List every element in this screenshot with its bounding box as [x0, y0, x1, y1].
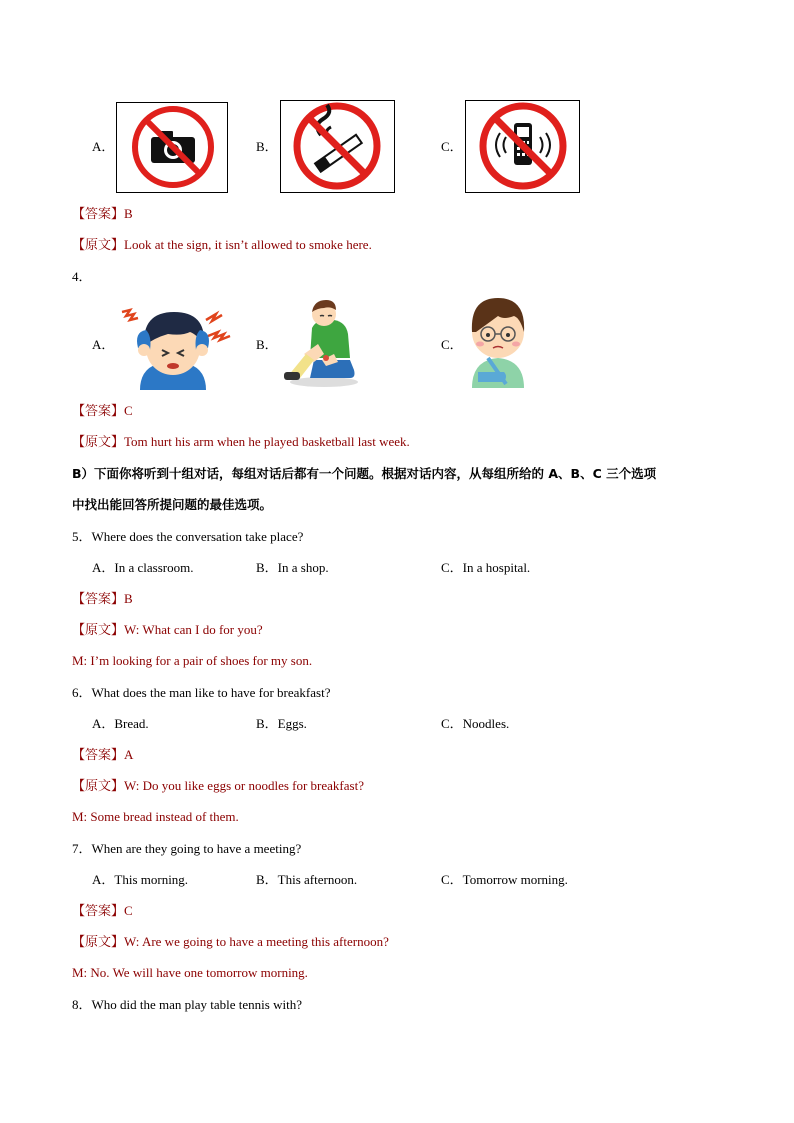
q5-answer-line	[72, 590, 133, 608]
q5-option-a: A．In a classroom.	[92, 560, 194, 575]
q6-option-c: C．Noodles.	[441, 716, 510, 731]
q5-question: 5．Where does the conversation take place?	[72, 529, 304, 544]
q4-option-a-letter: A．	[92, 337, 115, 352]
no-camera-sign-icon	[117, 103, 227, 192]
answer-value: B	[124, 591, 133, 606]
q6-option-a: A．Bread.	[92, 716, 149, 731]
q7-option-b: B．This afternoon.	[256, 872, 358, 887]
q5-script-w	[72, 621, 263, 639]
script-text: W: Are we going to have a meeting this afternoon?	[124, 934, 389, 949]
answer-tag: 【答案】	[72, 403, 125, 418]
q3-answer-line	[72, 205, 133, 223]
answer-tag: 【答案】	[72, 903, 125, 918]
section-b-instructions-line2: 中找出能回答所提问题的最佳选项。	[72, 497, 273, 512]
no-smoking-sign-icon	[281, 101, 394, 192]
answer-value: A	[124, 747, 134, 762]
q4-number: 4．	[72, 269, 92, 284]
answer-value: C	[124, 403, 133, 418]
script-tag: 【原文】	[72, 237, 125, 252]
q6-question: 6．What does the man like to have for breakfast?	[72, 685, 331, 700]
q7-option-c: C．Tomorrow morning.	[441, 872, 568, 887]
answer-value: B	[124, 206, 133, 221]
script-tag: 【原文】	[72, 622, 125, 637]
q4-script-line	[72, 433, 410, 451]
q4-answer-line	[72, 402, 133, 420]
script-tag: 【原文】	[72, 778, 125, 793]
script-text: Tom hurt his arm when he played basketball last week.	[124, 434, 410, 449]
hurt-knee-boy-icon	[282, 298, 362, 388]
q3-option-a-image	[116, 102, 228, 193]
q4-option-c-letter: C．	[441, 337, 463, 352]
q5-option-b: B．In a shop.	[256, 560, 329, 575]
script-text: Look at the sign, it isn’t allowed to smoke here.	[124, 237, 372, 252]
headache-boy-icon	[118, 298, 233, 390]
q6-script-m: M: Some bread instead of them.	[72, 809, 239, 824]
answer-tag: 【答案】	[72, 747, 125, 762]
q3-script-line	[72, 236, 372, 254]
q7-question: 7．When are they going to have a meeting?	[72, 841, 302, 856]
section-b-instructions-line1: B）下面你将听到十组对话，每组对话后都有一个问题。根据对话内容，从每组所给的 A、B、C 三个选项	[72, 466, 657, 481]
script-tag: 【原文】	[72, 434, 125, 449]
q3-option-c-letter: C．	[441, 139, 463, 154]
q3-option-a-letter: A．	[92, 139, 115, 154]
script-text: W: What can I do for you?	[124, 622, 263, 637]
q3-option-b-image	[280, 100, 395, 193]
q5-script-m: M: I’m looking for a pair of shoes for my son.	[72, 653, 313, 668]
q8-question: 8．Who did the man play table tennis with?	[72, 997, 302, 1012]
broken-arm-boy-icon	[466, 298, 530, 388]
q4-option-b-letter: B．	[256, 337, 278, 352]
q5-option-c: C．In a hospital.	[441, 560, 531, 575]
script-text: W: Do you like eggs or noodles for breakfast?	[124, 778, 364, 793]
answer-value: C	[124, 903, 133, 918]
answer-tag: 【答案】	[72, 591, 125, 606]
answer-tag: 【答案】	[72, 206, 125, 221]
script-tag: 【原文】	[72, 934, 125, 949]
q6-answer-line	[72, 746, 133, 764]
q3-option-b-letter: B．	[256, 139, 278, 154]
q7-answer-line	[72, 902, 133, 920]
q6-option-b: B．Eggs.	[256, 716, 307, 731]
q7-script-w	[72, 933, 389, 951]
no-phone-sign-icon	[466, 101, 579, 192]
q7-option-a: A．This morning.	[92, 872, 189, 887]
q3-option-c-image	[465, 100, 580, 193]
q7-script-m: M: No. We will have one tomorrow morning.	[72, 965, 308, 980]
q6-script-w	[72, 777, 364, 795]
